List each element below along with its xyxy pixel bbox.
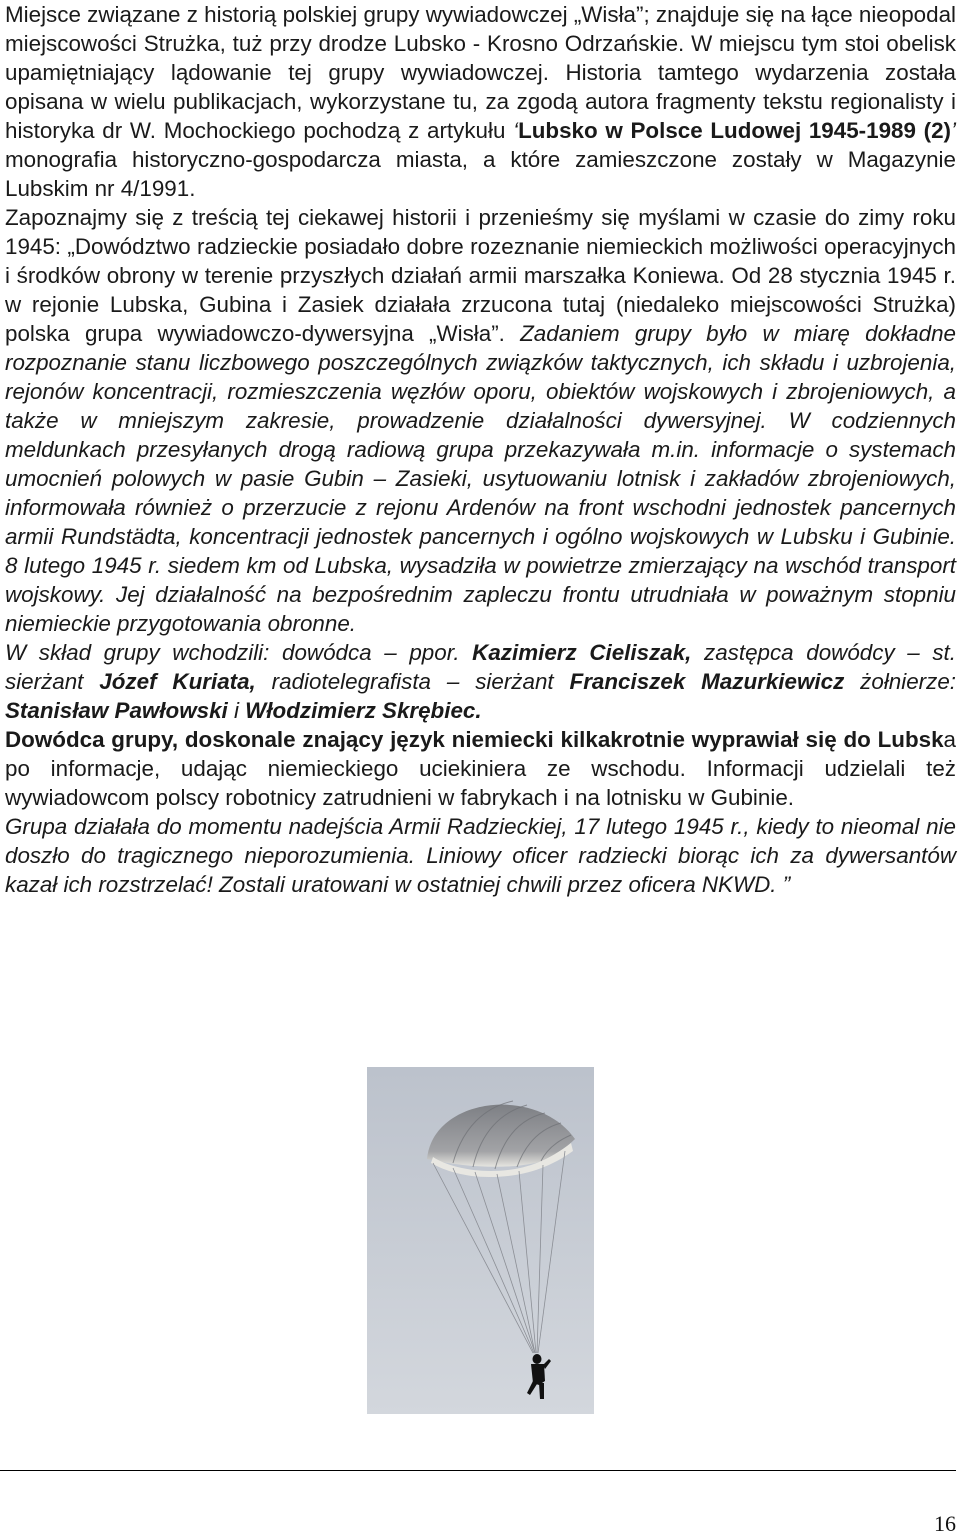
paragraph-ending — [5, 812, 956, 899]
footer-divider — [0, 1470, 956, 1471]
paragraph-commander — [5, 725, 956, 812]
intro-text: Miejsce związane z historią polskiej grupy wywiadowczej „Wisła”; znajduje się na łące nieopodal miejscowości Strużka, tuż przy drodze Lubsko - Krosno Odrzańskie. W miejscu tym stoi obelisk upamiętniający lądowanie tej grupy wywiadowczej. Historia tamtego wydarzenia została opisana w wielu publikacjach, wykorzystane tu, za zgodą autora fragmenty tekstu regionalisty i historyka dr W. Mochockiego pochodzą z artykułu — [5, 2, 956, 143]
article-body — [5, 0, 956, 899]
members-text-2: zastępca dowódcy – st. sierżant — [5, 640, 956, 694]
members-text-3: radiotelegrafista – sierżant — [255, 669, 570, 694]
members-text-5: i — [227, 698, 246, 723]
history-text: Zapoznajmy się z treścią tej ciekawej historii i przenieśmy się myślami w czasie do zimy roku 1945: „Dowództwo radzieckie posiadało dobre rozeznanie niemieckich możliwości operacyjnych i środków obrony w terenie przyszłych działań armii marszałka Koniewa. Od 28 stycznia 1945 r. w rejonie Lubska, Gubina i Zasiek działała zrzucona tutaj (niedaleko miejscowości Strużka) polska grupa wywiadowczo-dywersyjna „Wisła”. — [5, 205, 956, 346]
member-name-soldier-2: Włodzimierz Skrębiec. — [245, 698, 482, 723]
member-name-deputy: Józef Kuriata, — [99, 669, 256, 694]
member-name-soldier-1: Stanisław Pawłowski — [5, 698, 228, 723]
parachute-photo-image — [367, 1067, 594, 1414]
quote-close-mark: ’ — [951, 118, 956, 143]
members-text-4: żołnierze: — [844, 669, 956, 694]
paragraph-intro — [5, 0, 956, 203]
commander-bold-text: Dowódca grupy, doskonale znający język niemiecki kilkakrotnie wyprawiał się do Lubsk — [5, 727, 944, 752]
member-name-commander: Kazimierz Cieliszak, — [472, 640, 692, 665]
history-italic-text: Zadaniem grupy było w miarę dokładne rozpoznanie stanu liczbowego poszczególnych związków taktycznych, ich składu i uzbrojenia, rejonów koncentracji, rozmieszczenia węzłów oporu, obiektów wojskowych i zbrojeniowych, a także w mniejszym zakresie, prowadzenie działalności dywersyjnej. W codziennych meldunkach przesyłanych drogą radiową grupa przekazywała m.in. informacje o systemach umocnień polowych w pasie Gubin – Zasieki, usytuowaniu lotnisk i zakładów zbrojeniowych, informowała również o przerzucie z rejonu Ardenów na front wschodni jednostek pancernych armii Rundstädta, koncentracji jednostek pancernych i ogólno wojskowych w Lubsku i Gubinie. 8 lutego 1945 r. siedem km od Lubska, wysadziła w powietrze zmierzający na wschód transport wojskowy. Jej działalność na bezpośrednim zapleczu frontu utrudniała w poważnym stopniu niemieckie przygotowania obronne. — [5, 321, 956, 636]
commander-text: a po informacje, udając niemieckiego uciekiniera ze wschodu. Informacji udzielali też wywiadowcom polscy robotnicy zatrudnieni w fabrykach i na lotnisku w Gubinie. — [5, 727, 956, 810]
paragraph-members — [5, 638, 956, 725]
ending-text: Grupa działała do momentu nadejścia Armii Radzieckiej, 17 lutego 1945 r., kiedy to nieomal nie doszło do tragicznego nieporozumienia. Liniowy oficer radziecki biorąc ich za dywersantów kazał ich rozstrzelać! Zostali uratowani w ostatniej chwili przez oficera NKWD. ” — [5, 814, 956, 897]
article-title: Lubsko w Polsce Ludowej 1945-1989 (2) — [518, 118, 951, 143]
quote-open-mark: ‘ — [513, 118, 519, 143]
members-text: W skład grupy wchodzili: dowódca – ppor. — [5, 640, 473, 665]
intro-text-tail: monografia historyczno-gospodarcza miasta, a które zamieszczone zostały w Magazynie Lubskim nr 4/1991. — [5, 147, 956, 201]
member-name-radio-operator: Franciszek Mazurkiewicz — [569, 669, 845, 694]
page-number: 16 — [934, 1511, 956, 1536]
parachute-photo — [367, 1067, 594, 1414]
paragraph-history — [5, 203, 956, 638]
